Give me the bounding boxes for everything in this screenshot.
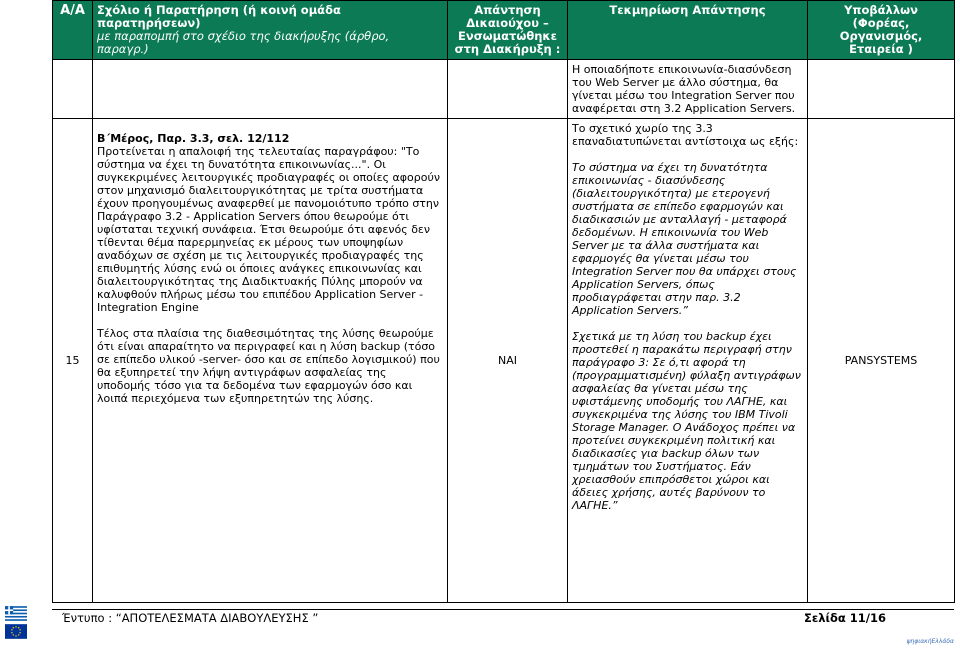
table-row [53, 119, 955, 603]
justification-quote: Το σύστημα να έχει τη δυνατότητα επικοινωνίας - διασύνδεσης (διαλειτουργικότητα) με ετερογενή συστήματα σε επίπεδο εφαρμογών και διαδικασιών με ανταλλαγή - μεταφορά δεδομένων. Η επικοινωνία του Web Server με τα άλλα συστήματα και εφαρμογές θα γίνεται μέσω του Integration Server που θα υπάρχει στους Application Servers, όπως προδιαγράφεται στην παρ. 3.2 Application Servers.” [572, 161, 797, 317]
header-comment-title: Σχόλιο ή Παρατήρηση (ή κοινή ομάδα παρατηρήσεων) [97, 3, 341, 30]
cont-cell-answer [448, 60, 568, 119]
header-submitter-l3: Οργανισμός, [839, 29, 923, 43]
header-submitter-l1: Υποβάλλων [844, 3, 918, 17]
comment-reference: Β΄Μέρος, Παρ. 3.3, σελ. 12/112 [97, 132, 290, 145]
header-comment [93, 1, 448, 60]
footer-divider [52, 609, 954, 610]
header-submitter [808, 1, 955, 60]
row-comment [93, 119, 448, 603]
comment-paragraph-2: Τέλος στα πλαίσια της διαθεσιμότητας της λύσης θεωρούμε ότι είναι απαραίτητο να περιγραφεί και η λύση backup (τόσο σε επίπεδο υλικού -server- όσο και σε επίπεδο λογισμικού) που θα εξυπηρετεί την λήψη αντιγράφων ασφαλείας της υποδομής τόσο για τα δεδομένα των εφαρμογών όσο και λοιπά περιεχόμενα των εξυπηρετητών της λύσης. [97, 327, 440, 405]
consultation-table [52, 0, 955, 603]
row-submitter: PANSYSTEMS [808, 119, 955, 603]
header-submitter-l4: Εταιρεία ) [849, 42, 913, 56]
header-row [53, 1, 955, 60]
cont-cell-submitter [808, 60, 955, 119]
header-justification: Τεκμηρίωση Απάντησης [568, 1, 808, 60]
header-answer-l1: Απάντηση [474, 3, 541, 17]
footer-form-title: “ΑΠΟΤΕΛΕΣΜΑΤΑ ΔΙΑΒΟΥΛΕΥΣΗΣ ” [115, 611, 319, 625]
header-answer-l2: Δικαιούχου – [466, 16, 549, 30]
justification-backup: Σχετικά με τη λύση του backup έχει προστεθεί η παρακάτω περιγραφή στην παράγραφο 3: Σε ό,τι αφορά τη (προγραμματισμένη) φύλαξη αντιγράφων ασφαλείας θα γίνεται μέσω της υφιστάμενης υποδομής του ΛΑΓΗΕ, και συγκεκριμένα της λύσης του IBM Tivoli Storage Manager. Ο Ανάδοχος πρέπει να προτείνει συγκεκριμένη πολιτική και διαδικασίες για backup όλων των τμημάτων του Συστήματος. Εάν χρειασθούν επιπρόσθετοι χώροι και άδειες χρήσης, αυτές βαρύνουν το ΛΑΓΗΕ.” [572, 330, 801, 512]
continuation-row [53, 60, 955, 119]
cont-cell-comment [93, 60, 448, 119]
greek-flag-icon [5, 606, 27, 621]
row-answer: ΝΑΙ [448, 119, 568, 603]
header-answer-l4: στη Διακήρυξη : [454, 42, 561, 56]
footer-form-label: Έντυπο : [62, 611, 113, 625]
comment-paragraph-1: Προτείνεται η απαλοιφή της τελευταίας παραγράφου: "Το σύστημα να έχει τη δυνατότητα επικοινωνίας...". Οι συγκεκριμένες λειτουργικές προδιαγραφές οι οποίες αφορούν στον μηχανισμό διαλειτουργικότητας με τρίτα συστήματα έχουν προηγουμένως αναφερθεί με πανομοιότυπο τρόπο στην Παράγραφο 3.2 - Application Servers όπου θεωρούμε ότι υφίσταται τεχνική συνάφεια. Έτσι θεωρούμε ότι αφενός δεν τίθενται θέμα παρερμηνείας εκ μέρους των υποψηφίων αναδόχων σε σχέση με τις λειτουργικές προδιαγραφές της επιθυμητής λύσης ενώ οι όποιες ανάγκες επικοινωνίας και διαλειτουργικότητας της Διαδικτυακής Πύλης μπορούν να καλυφθούν πλήρως μέσω του επιπέδου Application Server - Integration Engine [97, 145, 440, 314]
cont-cell-aa [53, 60, 93, 119]
header-answer-l3: Ενσωματώθηκε [458, 29, 557, 43]
justification-intro: Το σχετικό χωρίο της 3.3 επαναδιατυπώνεται αντίστοιχα ως εξής: [572, 122, 799, 148]
header-answer [448, 1, 568, 60]
cont-cell-justification: Η οποιαδήποτε επικοινωνία-διασύνδεση του Web Server με άλλο σύστημα, θα γίνεται μέσω του Integration Server που αναφέρεται στη 3.2 Application Servers. [568, 60, 808, 119]
header-aa: Α/Α [53, 1, 93, 60]
footer-form [62, 611, 318, 625]
eu-flag-icon [5, 624, 27, 639]
footer-page-number: Σελίδα 11/16 [803, 611, 886, 625]
row-number: 15 [53, 119, 93, 603]
header-submitter-l2: (Φορέας, [852, 16, 910, 30]
row-justification [568, 119, 808, 603]
digital-greece-logo: ψηφιακήΕλλάδα [906, 638, 954, 645]
header-comment-subtitle: με παραπομπή στο σχέδιο της διακήρυξης (άρθρο, παραγρ.) [97, 29, 390, 56]
